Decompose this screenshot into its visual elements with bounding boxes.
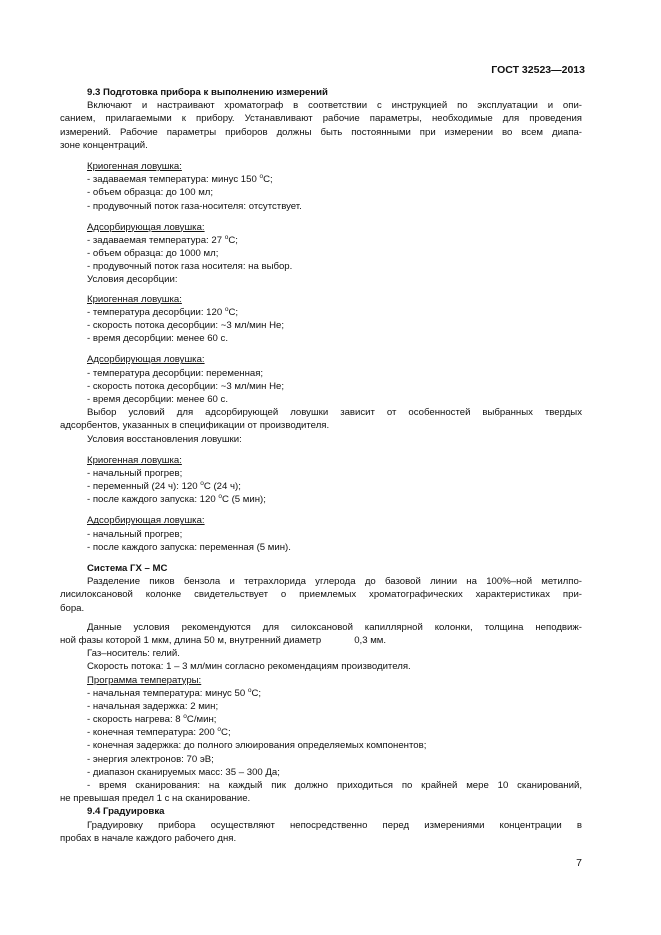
list-item: - начальный прогрев; [87, 467, 183, 479]
degree-mark: o [224, 233, 229, 241]
page-content [60, 86, 582, 845]
paragraph-line: Данные условия рекомендуются для силоксановой капиллярной колонки, толщина неподвиж- [87, 621, 582, 633]
adsorbing-trap-heading: Адсорбирующая ловушка: [87, 515, 205, 527]
degree-mark: o [259, 173, 264, 181]
degree-mark: o [183, 713, 187, 721]
paragraph-line: адсорбентов, указанных в спецификации от производителя. [60, 420, 330, 432]
section-9-3-title: 9.3 Подготовка прибора к выполнению измерений [87, 87, 328, 98]
recovery-title: Условия восстановления ловушки: [87, 433, 242, 445]
list-item: - начальный прогрев; [87, 528, 183, 540]
list-item: - после каждого запуска: переменная (5 мин). [87, 541, 291, 553]
list-item: - температура десорбции: переменная; [87, 367, 264, 379]
list-item: - конечная температура: 200 $^o$C; [87, 726, 231, 739]
flow-rate: Скорость потока: 1 – 3 мл/мин согласно рекомендациям производителя. [87, 661, 411, 673]
paragraph-line: не превышая предел 1 с на сканирование. [60, 793, 251, 805]
list-item: - объем образца: до 100 мл; [87, 187, 214, 199]
adsorbing-trap-heading: Адсорбирующая ловушка: [87, 221, 205, 233]
paragraph-line: Градуировку прибора осуществляют непосредственно перед измерениями концентрации в [87, 819, 582, 831]
list-item: - продувочный поток газа-носителя: отсутствует. [87, 200, 302, 212]
paragraph-line: Разделение пиков бензола и тетрахлорида углерода до базовой линии на 100%–ной метилпо- [87, 576, 582, 588]
list-item: - начальная задержка: 2 мин; [87, 700, 219, 712]
list-item: - задаваемая температура: минус 150 $^o$C; [87, 173, 273, 186]
list-item: - конечная задержка: до полного элюирования определяемых компонентов; [87, 740, 427, 752]
paragraph-line: лисилоксановой колонке свидетельствует о приемлемых хроматографических характеристиках при- [60, 589, 582, 601]
document-standard-number: ГОСТ 32523—2013 [491, 64, 585, 76]
desorption-title: Условия десорбции: [87, 274, 178, 286]
temperature-program-heading: Программа температуры: [87, 674, 202, 686]
gcms-title: Система ГХ – МС [87, 563, 168, 574]
degree-mark: o [217, 726, 222, 734]
list-item: - начальная температура: минус 50 $^o$C; [87, 686, 262, 699]
paragraph-line: Выбор условий для адсорбирующей ловушки зависит от особенностей выбранных твердых [87, 407, 582, 419]
list-item: - задаваемая температура: 27 $^o$C; [87, 233, 238, 246]
section-9-4-title: 9.4 Градуировка [87, 806, 165, 818]
paragraph-line: зоне концентраций. [60, 139, 148, 151]
degree-mark: o [200, 480, 204, 488]
list-item: - скорость нагрева: 8 $^o$C/мин; [87, 713, 217, 726]
paragraph-line: ной фазы которой 1 мкм, длина 50 м, внутренний диаметр 0,3 мм. [60, 634, 387, 646]
paragraph-line: Включают и настраивают хроматограф в соответствии с инструкцией по эксплуатации и опи- [87, 100, 582, 112]
list-item: - время сканирования: на каждый пик должно приходиться по крайней мере 10 сканирований, [87, 780, 582, 791]
degree-mark: o [247, 686, 252, 694]
degree-mark: o [224, 305, 229, 313]
list-item: - переменный (24 ч): 120 $^o$C (24 ч); [87, 480, 241, 493]
cryo-trap-heading: Криогенная ловушка: [87, 160, 182, 172]
list-item: - температура десорбции: 120 $^o$C; [87, 305, 239, 318]
list-item: - скорость потока десорбции: ~3 мл/мин He; [87, 320, 285, 331]
adsorbing-trap-heading: Адсорбирующая ловушка: [87, 354, 205, 366]
carrier-gas: Газ–носитель: гелий. [87, 648, 180, 660]
list-item: - диапазон сканируемых масс: 35 – 300 Да; [87, 766, 280, 778]
cryo-trap-heading: Криогенная ловушка: [87, 293, 182, 305]
cryo-trap-heading: Криогенная ловушка: [87, 454, 182, 466]
paragraph-line: бора. [60, 602, 85, 614]
list-item: - объем образца: до 1000 мл; [87, 248, 219, 260]
list-item: - время десорбции: менее 60 с. [87, 393, 228, 405]
list-item: - после каждого запуска: 120 $^o$C (5 мин); [87, 493, 266, 506]
paragraph-line: измерений. Рабочие параметры приборов должны быть постоянными при измерении во всем диапа- [60, 126, 582, 138]
paragraph-line: пробах в начале каждого рабочего дня. [60, 832, 237, 844]
list-item: - время десорбции: менее 60 с. [87, 333, 228, 345]
page-number: 7 [576, 857, 582, 869]
list-item: - энергия электронов: 70 эВ; [87, 753, 214, 765]
degree-mark: o [218, 493, 222, 501]
paragraph-line: санием, прилагаемыми к прибору. Устанавливают рабочие параметры, необходимые для проведения [60, 113, 582, 125]
list-item: - продувочный поток газа носителя: на выбор. [87, 261, 293, 273]
list-item: - скорость потока десорбции: ~3 мл/мин He; [87, 380, 285, 392]
